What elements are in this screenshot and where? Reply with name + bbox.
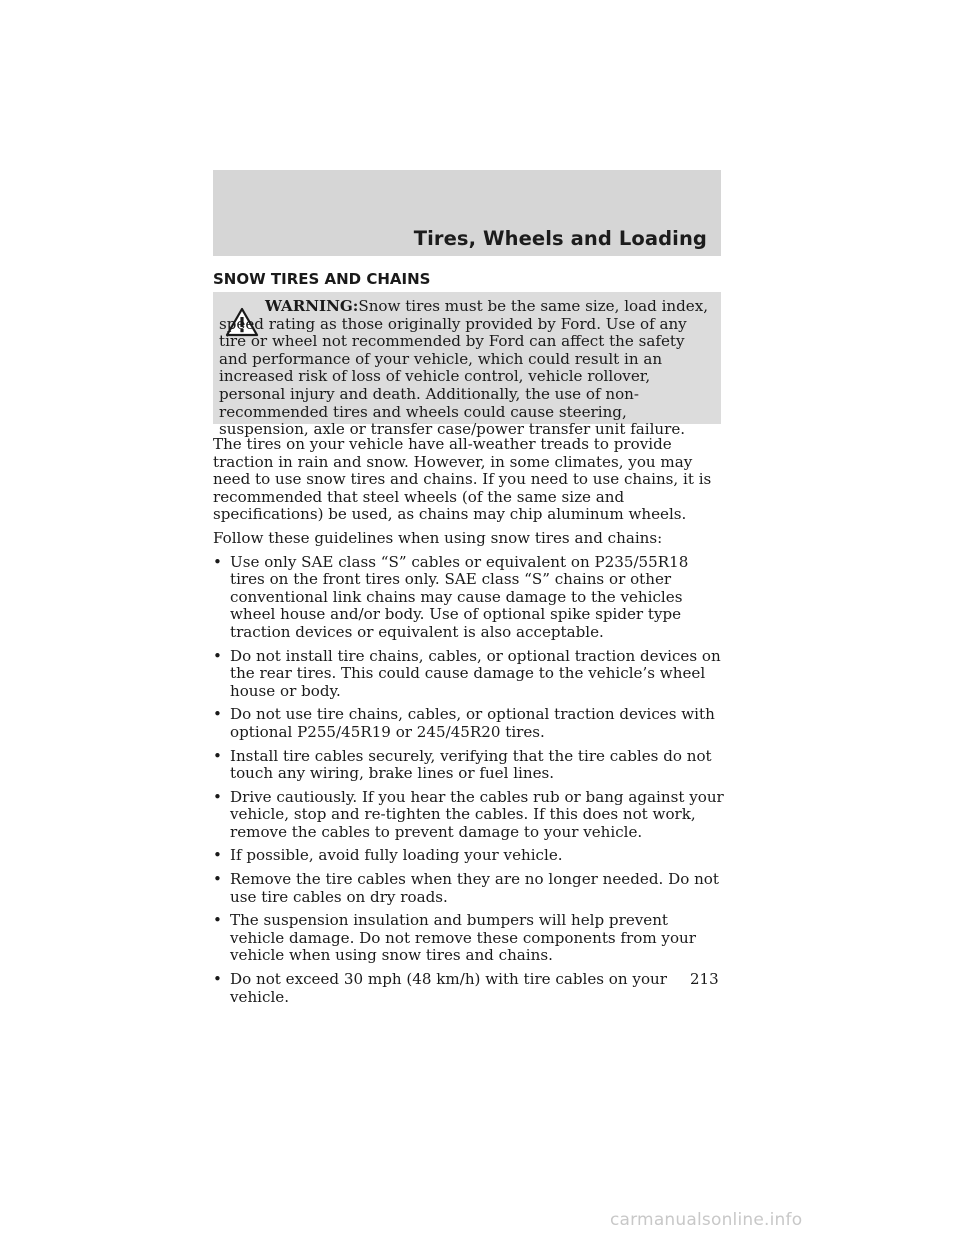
list-item: • The suspension insulation and bumpers will help prevent vehicle damage. Do not remove these components from your vehicle when using snow tires and chains.: [213, 911, 696, 965]
bullet-icon: •: [213, 552, 222, 571]
bullet-icon: •: [213, 846, 222, 865]
bullet-icon: •: [213, 870, 222, 889]
page-number: 213: [690, 970, 719, 988]
chapter-header-band: [213, 170, 721, 256]
bullet-icon: •: [213, 970, 222, 989]
list-item: • Do not exceed 30 mph (48 km/h) with tire cables on your vehicle.: [213, 970, 667, 1006]
warning-body: Snow tires must be the same size, load index, speed rating as those originally provided by Ford. Use of any tire or wheel not recommended by Ford can affect the safety and performance of your vehicle, which could result in an increased risk of loss of vehicle control, vehicle rollover, personal injury and death. Additionally, the use of non-recommended tires and wheels could cause steering, suspension, axle or transfer case/power transfer unit failure.: [219, 297, 709, 439]
list-item: • Drive cautiously. If you hear the cables rub or bang against your vehicle, stop and re-tighten the cables. If this does not work, remove the cables to prevent damage to your vehicle.: [213, 787, 724, 841]
bullet-icon: •: [213, 911, 222, 930]
bullet-icon: •: [213, 705, 222, 724]
bullet-icon: •: [213, 646, 222, 665]
guidelines-list: [213, 554, 725, 1007]
list-item: • Do not use tire chains, cables, or optional traction devices with optional P255/45R19 or 245/45R20 tires.: [213, 705, 715, 741]
chapter-title: Tires, Wheels and Loading: [413, 227, 707, 250]
bullet-icon: •: [213, 746, 222, 765]
list-item: • Do not install tire chains, cables, or optional traction devices on the rear tires. This could cause damage to the vehicle’s wheel house or body.: [213, 646, 721, 700]
section-title: SNOW TIRES AND CHAINS: [213, 270, 431, 288]
list-item: • Remove the tire cables when they are no longer needed. Do not use tire cables on dry roads.: [213, 870, 719, 906]
site-watermark[interactable]: carmanualsonline.info: [610, 1210, 803, 1230]
intro-paragraph: The tires on your vehicle have all-weather treads to provide traction in rain and snow. However, in some climates, you may need to use snow tires and chains. If you need to use chains, it is recommended that steel wheels (of the same size and specifications) be used, as chains may chip aluminum wheels.: [213, 435, 712, 524]
main-content: [213, 436, 725, 1012]
warning-box: [213, 292, 721, 439]
guidelines-intro: Follow these guidelines when using snow tires and chains:: [213, 528, 663, 547]
list-item: • If possible, avoid fully loading your vehicle.: [213, 846, 563, 865]
bullet-icon: •: [213, 787, 222, 806]
warning-text: [219, 298, 717, 439]
list-item: • Install tire cables securely, verifying that the tire cables do not touch any wiring, brake lines or fuel lines.: [213, 746, 712, 783]
warning-label: WARNING:: [265, 297, 359, 315]
list-item: • Use only SAE class “S” cables or equivalent on P235/55R18 tires on the front tires only. SAE class “S” chains or other conventional link chains may cause damage to the vehicles wheel house and/or body. Use of optional spike spider type traction devices or equivalent is also acceptable.: [213, 552, 689, 641]
